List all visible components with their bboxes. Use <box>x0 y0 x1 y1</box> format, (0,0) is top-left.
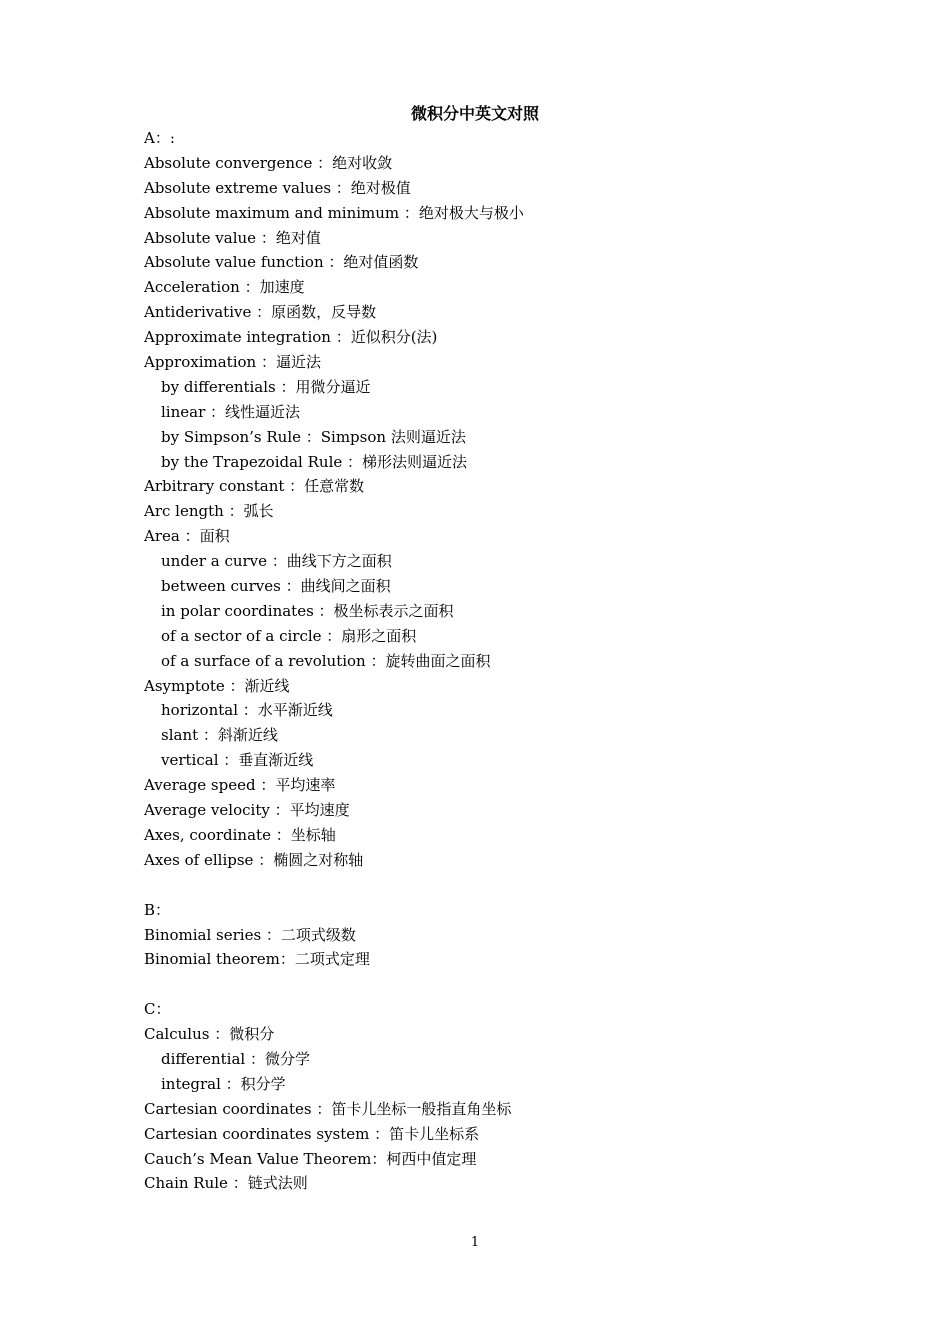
glossary-entry: Average velocity ：平均速度 <box>144 801 350 820</box>
glossary-entry: Arbitrary constant ：任意常数 <box>144 477 365 496</box>
page-number: 1 <box>470 1235 480 1250</box>
glossary-entry: Axes, coordinate ：坐标轴 <box>144 825 336 844</box>
glossary-subentry: linear ：线性逼近法 <box>161 402 301 421</box>
glossary-subentry: in polar coordinates ：极坐标表示之面积 <box>161 601 454 620</box>
glossary-entry: Acceleration ：加速度 <box>144 278 305 297</box>
glossary-entry: Absolute convergence ：绝对收敛 <box>144 153 393 172</box>
glossary-entry: Cauch’s Mean Value Theorem：柯西中值定理 <box>144 1149 477 1168</box>
glossary-subentry: horizontal ：水平渐近线 <box>161 701 333 720</box>
glossary-subentry: of a sector of a circle ：扇形之面积 <box>161 626 417 645</box>
glossary-entry: Absolute maximum and minimum ：绝对极大与极小 <box>144 203 524 222</box>
glossary-entry: Axes of ellipse ：椭圆之对称轴 <box>144 850 364 869</box>
glossary-entry: Cartesian coordinates ：笛卡儿坐标一般指直角坐标 <box>144 1099 512 1118</box>
blank-line <box>144 972 524 997</box>
glossary-subentry: by the Trapezoidal Rule ：梯形法则逼近法 <box>161 452 468 471</box>
glossary-subentry: differential ：微分学 <box>161 1049 310 1068</box>
glossary-entry: Chain Rule ：链式法则 <box>144 1174 308 1193</box>
glossary-subentry: of a surface of a revolution ：旋转曲面之面积 <box>161 651 491 670</box>
glossary-entry: Average speed ：平均速率 <box>144 776 336 795</box>
glossary-entry: Calculus ：微积分 <box>144 1025 275 1044</box>
glossary-subentry: under a curve ：曲线下方之面积 <box>161 552 392 571</box>
glossary-entry: Approximation ：逼近法 <box>144 353 321 372</box>
glossary-subentry: between curves ：曲线间之面积 <box>161 577 391 596</box>
glossary-entry: Approximate integration ：近似积分(法) <box>144 328 438 347</box>
glossary-entry: Binomial theorem：二项式定理 <box>144 950 370 969</box>
glossary-entry: Arc length ：弧长 <box>144 502 274 521</box>
glossary-entry: Antiderivative ：原函数，反导数 <box>144 303 377 322</box>
glossary-entry: Absolute value function ：绝对值函数 <box>144 253 419 272</box>
glossary-entry: Absolute extreme values ：绝对极值 <box>144 178 411 197</box>
glossary-entry: C： <box>144 1000 171 1019</box>
glossary-entry: Asymptote ：渐近线 <box>144 676 290 695</box>
glossary-subentry: slant ：斜渐近线 <box>161 726 278 745</box>
blank-line <box>144 873 524 898</box>
glossary-entry: Absolute value ：绝对值 <box>144 228 321 247</box>
glossary-entry: B： <box>144 900 171 919</box>
glossary-list <box>144 126 524 1196</box>
glossary-subentry: by differentials ：用微分逼近 <box>161 377 371 396</box>
glossary-entry: Cartesian coordinates system ：笛卡儿坐标系 <box>144 1124 480 1143</box>
glossary-entry: Binomial series ：二项式级数 <box>144 925 356 944</box>
glossary-subentry: integral ：积分学 <box>161 1074 286 1093</box>
glossary-entry: Area ：面积 <box>144 527 230 546</box>
glossary-subentry: by Simpson’s Rule ：Simpson 法则逼近法 <box>161 427 466 446</box>
page-title: 微积分中英文对照 <box>410 104 539 123</box>
glossary-entry: A：: <box>144 129 175 147</box>
glossary-subentry: vertical ：垂直渐近线 <box>161 751 314 770</box>
